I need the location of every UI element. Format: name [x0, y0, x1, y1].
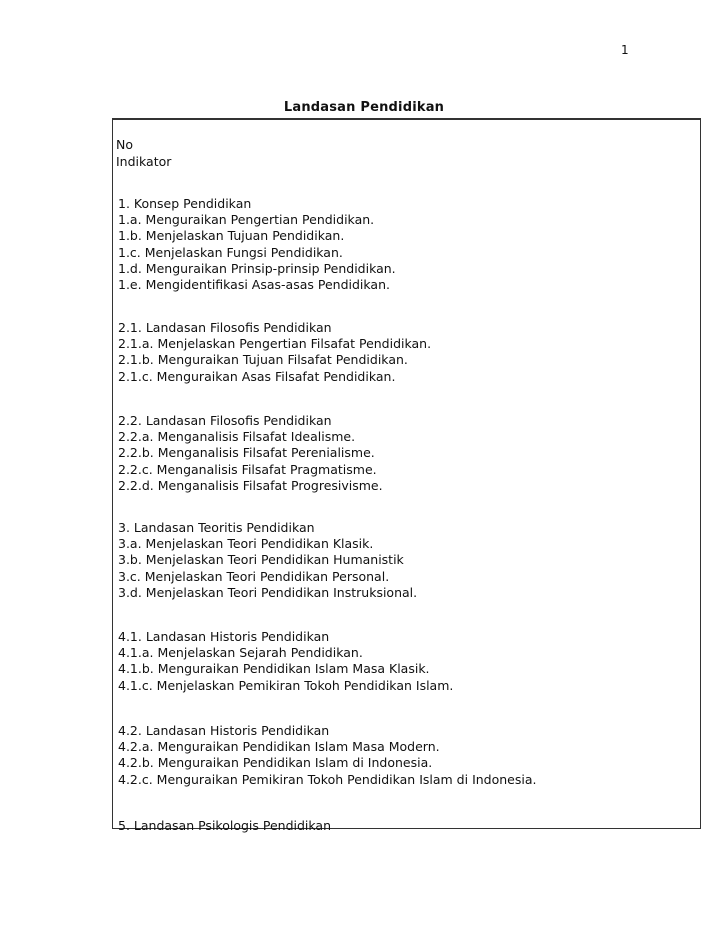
section-landasan-filosofis-2 [118, 413, 383, 494]
indicator-item: 2.1.b. Menguraikan Tujuan Filsafat Pendidikan. [118, 352, 408, 368]
indicator-item: 2.1.c. Menguraikan Asas Filsafat Pendidikan. [118, 368, 396, 384]
section-heading: 4.2. Landasan Historis Pendidikan [118, 723, 330, 738]
indicator-item: 3.b. Menjelaskan Teori Pendidikan Humanistik [118, 552, 404, 568]
section-landasan-historis-1 [118, 629, 453, 694]
indicator-item: 2.1.a. Menjelaskan Pengertian Filsafat Pendidikan. [118, 336, 432, 352]
indicator-item: 4.1.c. Menjelaskan Pemikiran Tokoh Pendidikan Islam. [118, 677, 454, 693]
section-landasan-psikologis [118, 818, 331, 834]
section-konsep-pendidikan [118, 196, 396, 293]
indicator-item: 2.2.b. Menganalisis Filsafat Perenialisme. [118, 445, 375, 461]
section-heading: 3. Landasan Teoritis Pendidikan [118, 520, 315, 535]
indicator-item: 2.2.d. Menganalisis Filsafat Progresivisme. [118, 477, 383, 493]
indicator-item: 1.d. Menguraikan Prinsip-prinsip Pendidikan. [118, 260, 396, 276]
section-heading: 4.1. Landasan Historis Pendidikan [118, 629, 330, 644]
indicator-item: 3.c. Menjelaskan Teori Pendidikan Personal. [118, 568, 390, 584]
section-landasan-filosofis-1 [118, 320, 431, 385]
indicator-item: 3.d. Menjelaskan Teori Pendidikan Instruksional. [118, 584, 418, 600]
column-header-no: No [116, 137, 133, 152]
indicator-item: 3.a. Menjelaskan Teori Pendidikan Klasik. [118, 536, 374, 552]
section-heading: 1. Konsep Pendidikan [118, 196, 252, 211]
section-heading: 2.2. Landasan Filosofis Pendidikan [118, 413, 332, 428]
section-heading: 5. Landasan Psikologis Pendidikan [118, 818, 331, 833]
indicator-item: 4.2.a. Menguraikan Pendidikan Islam Masa Modern. [118, 739, 440, 755]
indicator-item: 1.b. Menjelaskan Tujuan Pendidikan. [118, 228, 345, 244]
column-header-indikator: Indikator [116, 154, 172, 169]
indicator-item: 2.2.c. Menganalisis Filsafat Pragmatisme. [118, 461, 377, 477]
page-number: 1 [621, 43, 629, 57]
indicator-item: 1.c. Menjelaskan Fungsi Pendidikan. [118, 244, 343, 260]
document-title: Landasan Pendidikan [283, 100, 445, 115]
indicator-item: 1.a. Menguraikan Pengertian Pendidikan. [118, 212, 375, 228]
indicator-item: 4.1.a. Menjelaskan Sejarah Pendidikan. [118, 645, 363, 661]
indicator-item: 1.e. Mengidentifikasi Asas-asas Pendidikan. [118, 277, 390, 293]
indicator-item: 4.2.b. Menguraikan Pendidikan Islam di Indonesia. [118, 755, 433, 771]
indicator-item: 4.1.b. Menguraikan Pendidikan Islam Masa Klasik. [118, 661, 430, 677]
section-landasan-teoritis [118, 520, 417, 601]
section-heading: 2.1. Landasan Filosofis Pendidikan [118, 320, 332, 335]
indicator-item: 2.2.a. Menganalisis Filsafat Idealisme. [118, 429, 356, 445]
section-landasan-historis-2 [118, 723, 537, 788]
table-header [116, 136, 171, 170]
indicator-item: 4.2.c. Menguraikan Pemikiran Tokoh Pendidikan Islam di Indonesia. [118, 771, 537, 787]
